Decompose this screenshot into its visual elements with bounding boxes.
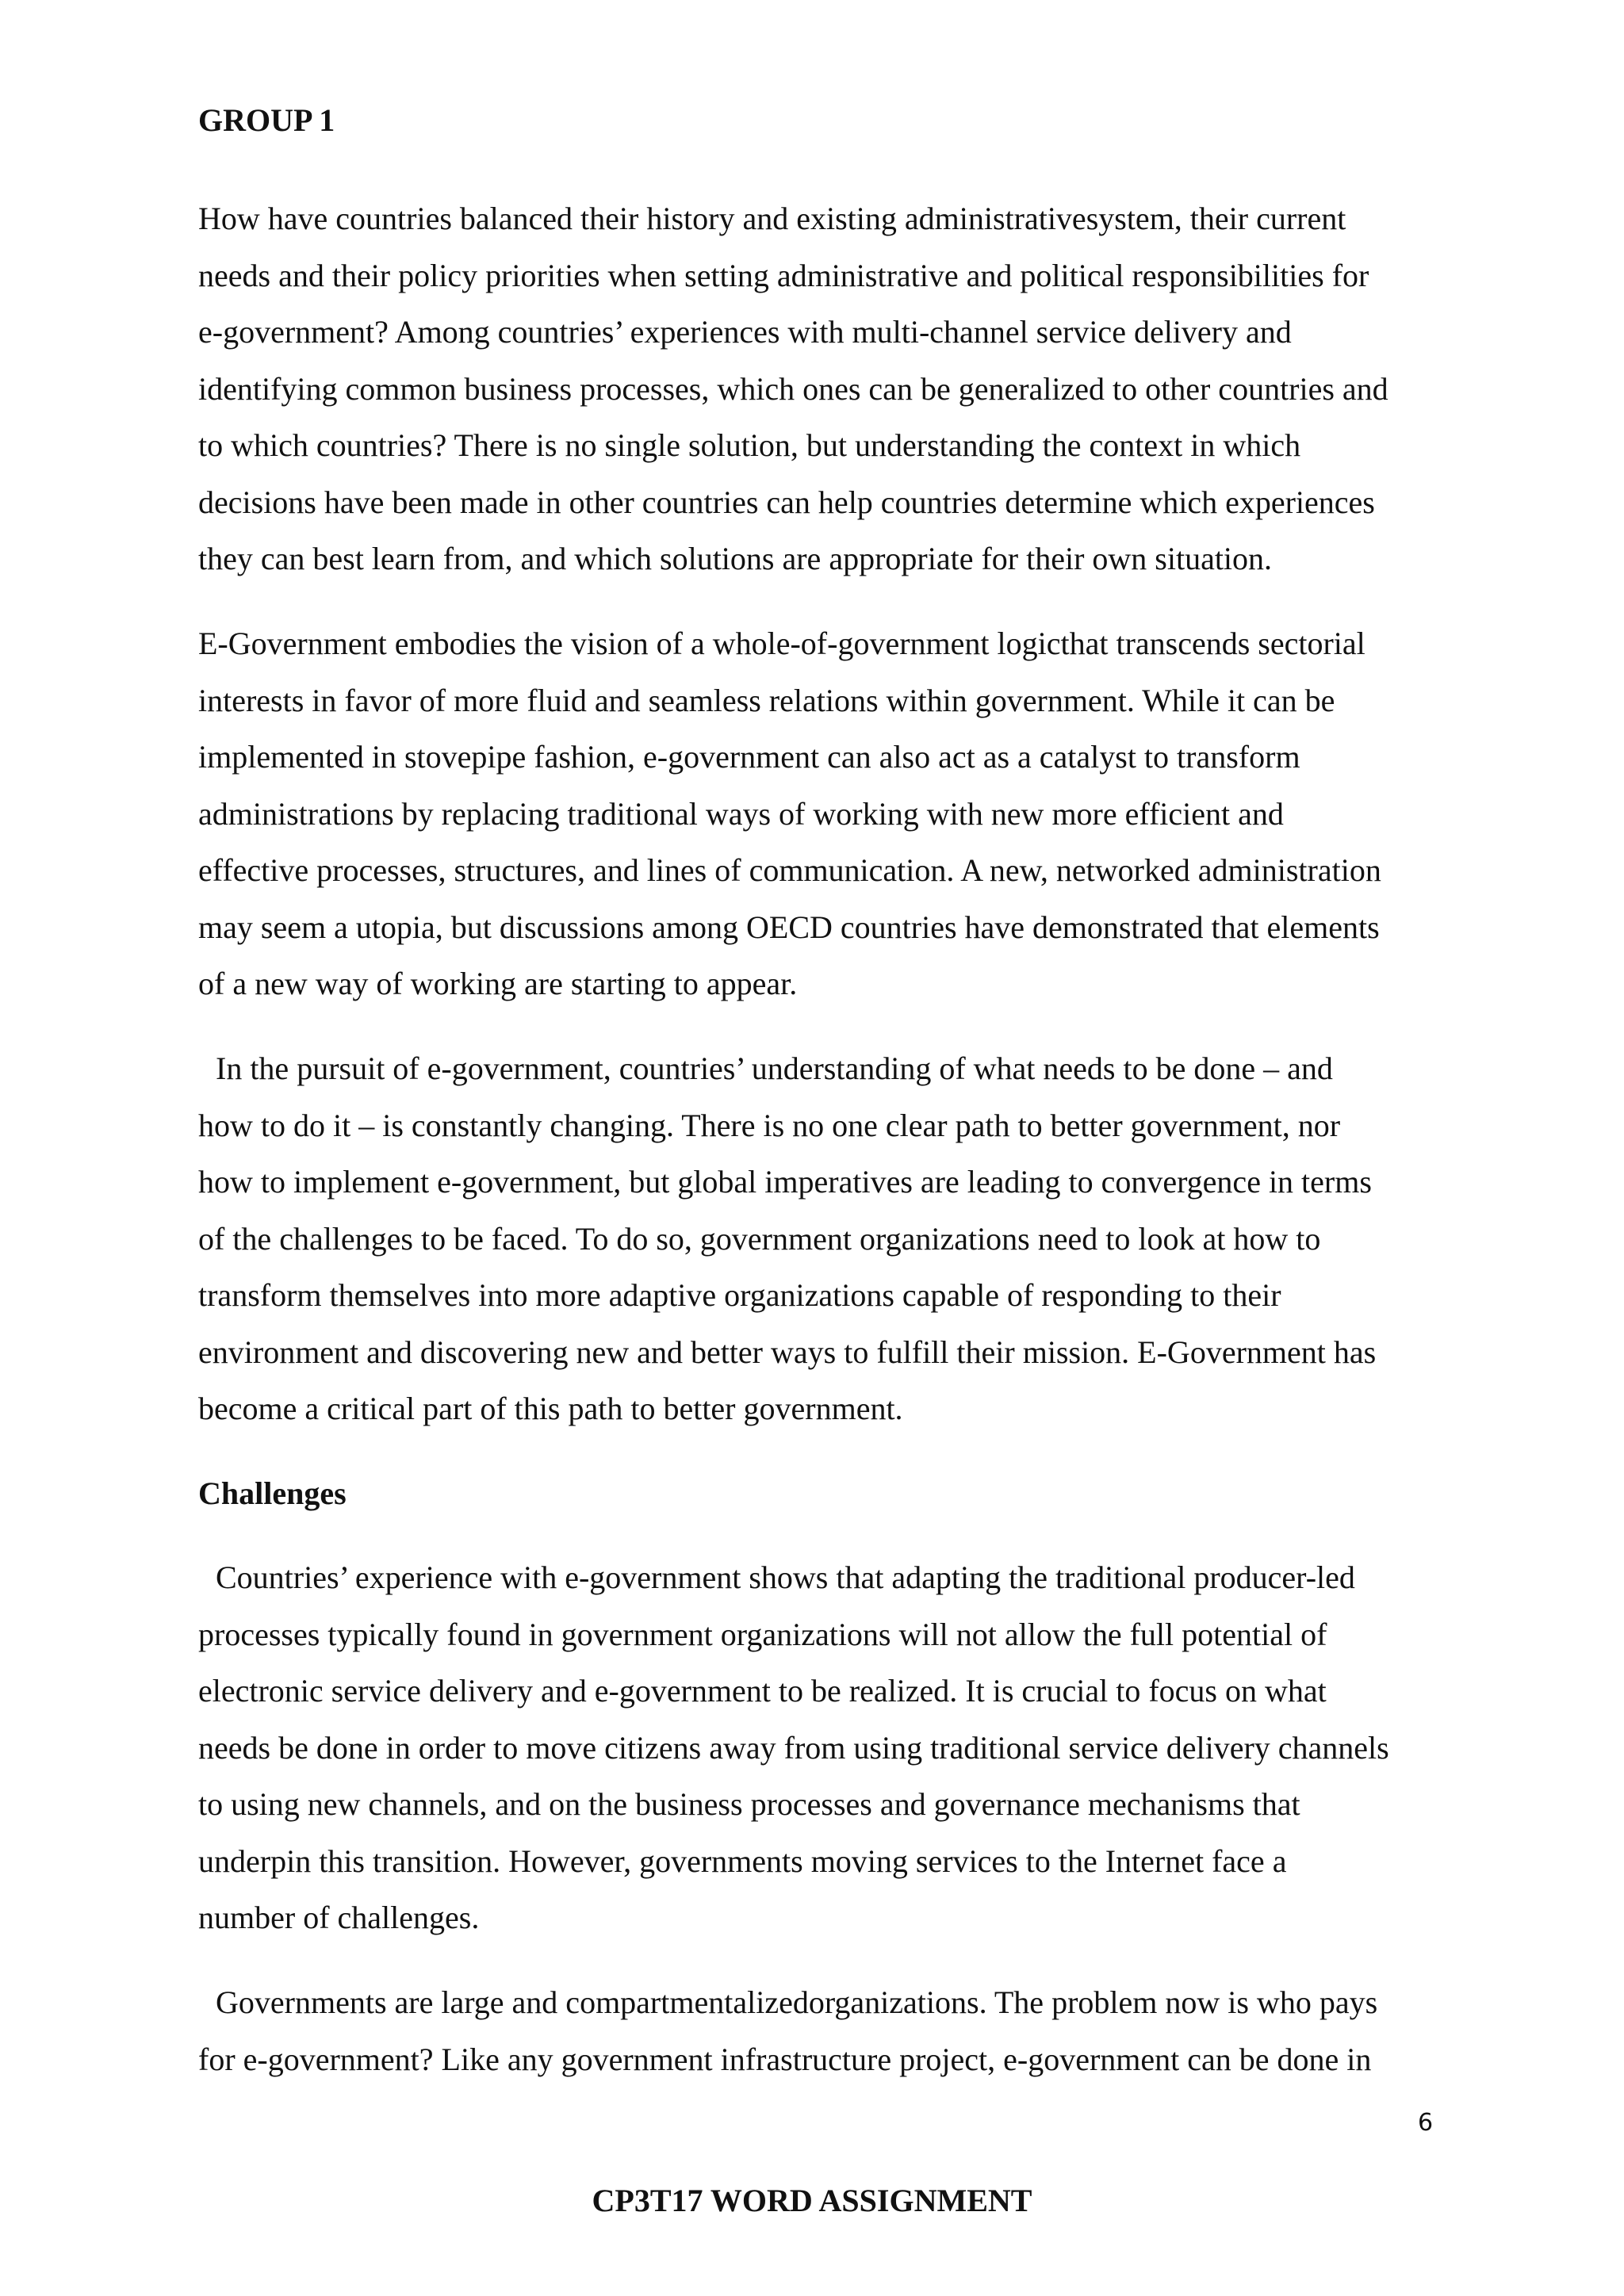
text-line: processes typically found in government organizations will not allow the full potential of <box>198 1616 1327 1652</box>
text-line: may seem a utopia, but discussions among OECD countries have demonstrated that elements <box>198 909 1380 945</box>
challenges-heading: Challenges <box>198 1475 347 1511</box>
text-line: implemented in stovepipe fashion, e-government can also act as a catalyst to transform <box>198 739 1300 775</box>
text-line: Countries’ experience with e-government shows that adapting the traditional producer-led <box>216 1559 1355 1595</box>
text-line: they can best learn from, and which solutions are appropriate for their own situation. <box>198 541 1273 576</box>
paragraph-3 <box>198 1040 1435 1437</box>
challenges-paragraph-1 <box>198 1549 1435 1946</box>
text-line: how to do it – is constantly changing. There is no one clear path to better government, nor <box>198 1107 1341 1143</box>
text-line: Governments are large and compartmentalizedorganizations. The problem now is who pays <box>216 1984 1378 2020</box>
text-line: underpin this transition. However, governments moving services to the Internet face a <box>198 1843 1287 1879</box>
text-line: interests in favor of more fluid and seamless relations within government. While it can be <box>198 682 1335 718</box>
text-line: needs and their policy priorities when setting administrative and political responsibilities for <box>198 257 1369 293</box>
text-line: transform themselves into more adaptive organizations capable of responding to their <box>198 1277 1281 1313</box>
challenges-paragraph-2 <box>198 1974 1435 2087</box>
text-line: identifying common business processes, which ones can be generalized to other countries and <box>198 370 1388 407</box>
text-line: for e-government? Like any government infrastructure project, e-government can be done in <box>198 2041 1372 2077</box>
text-line: environment and discovering new and better ways to fulfill their mission. E-Government has <box>198 1334 1377 1370</box>
text-line: to using new channels, and on the business processes and governance mechanisms that <box>198 1786 1300 1822</box>
text-line: e-government? Among countries’ experiences with multi-channel service delivery and <box>198 314 1292 350</box>
text-line: effective processes, structures, and lines of communication. A new, networked administration <box>198 852 1381 888</box>
text-line: In the pursuit of e-government, countries’ understanding of what needs to be done – and <box>216 1050 1333 1086</box>
text-line: become a critical part of this path to better government. <box>198 1391 903 1426</box>
text-line: number of challenges. <box>198 1900 480 1935</box>
text-line: E-Government embodies the vision of a whole-of-government logicthat transcends sectorial <box>198 626 1365 661</box>
document-footer: CP3T17 WORD ASSIGNMENT <box>592 2183 1032 2218</box>
text-line: How have countries balanced their history and existing administrativesystem, their current <box>198 201 1346 236</box>
paragraph-2 <box>198 615 1435 1012</box>
text-line: how to implement e-government, but global imperatives are leading to convergence in terms <box>198 1164 1372 1200</box>
text-line: decisions have been made in other countries can help countries determine which experiences <box>198 484 1375 520</box>
page-number: 6 <box>1418 2109 1434 2137</box>
text-line: to which countries? There is no single solution, but understanding the context in which <box>198 427 1301 463</box>
text-line: of a new way of working are starting to appear. <box>198 966 798 1001</box>
group-heading: GROUP 1 <box>198 102 335 138</box>
text-line: electronic service delivery and e-government to be realized. It is crucial to focus on what <box>198 1673 1327 1709</box>
text-line: administrations by replacing traditional ways of working with new more efficient and <box>198 795 1284 832</box>
paragraph-1 <box>198 190 1435 587</box>
text-line: of the challenges to be faced. To do so, government organizations need to look at how to <box>198 1220 1321 1257</box>
text-line: needs be done in order to move citizens away from using traditional service delivery channels <box>198 1729 1389 1766</box>
